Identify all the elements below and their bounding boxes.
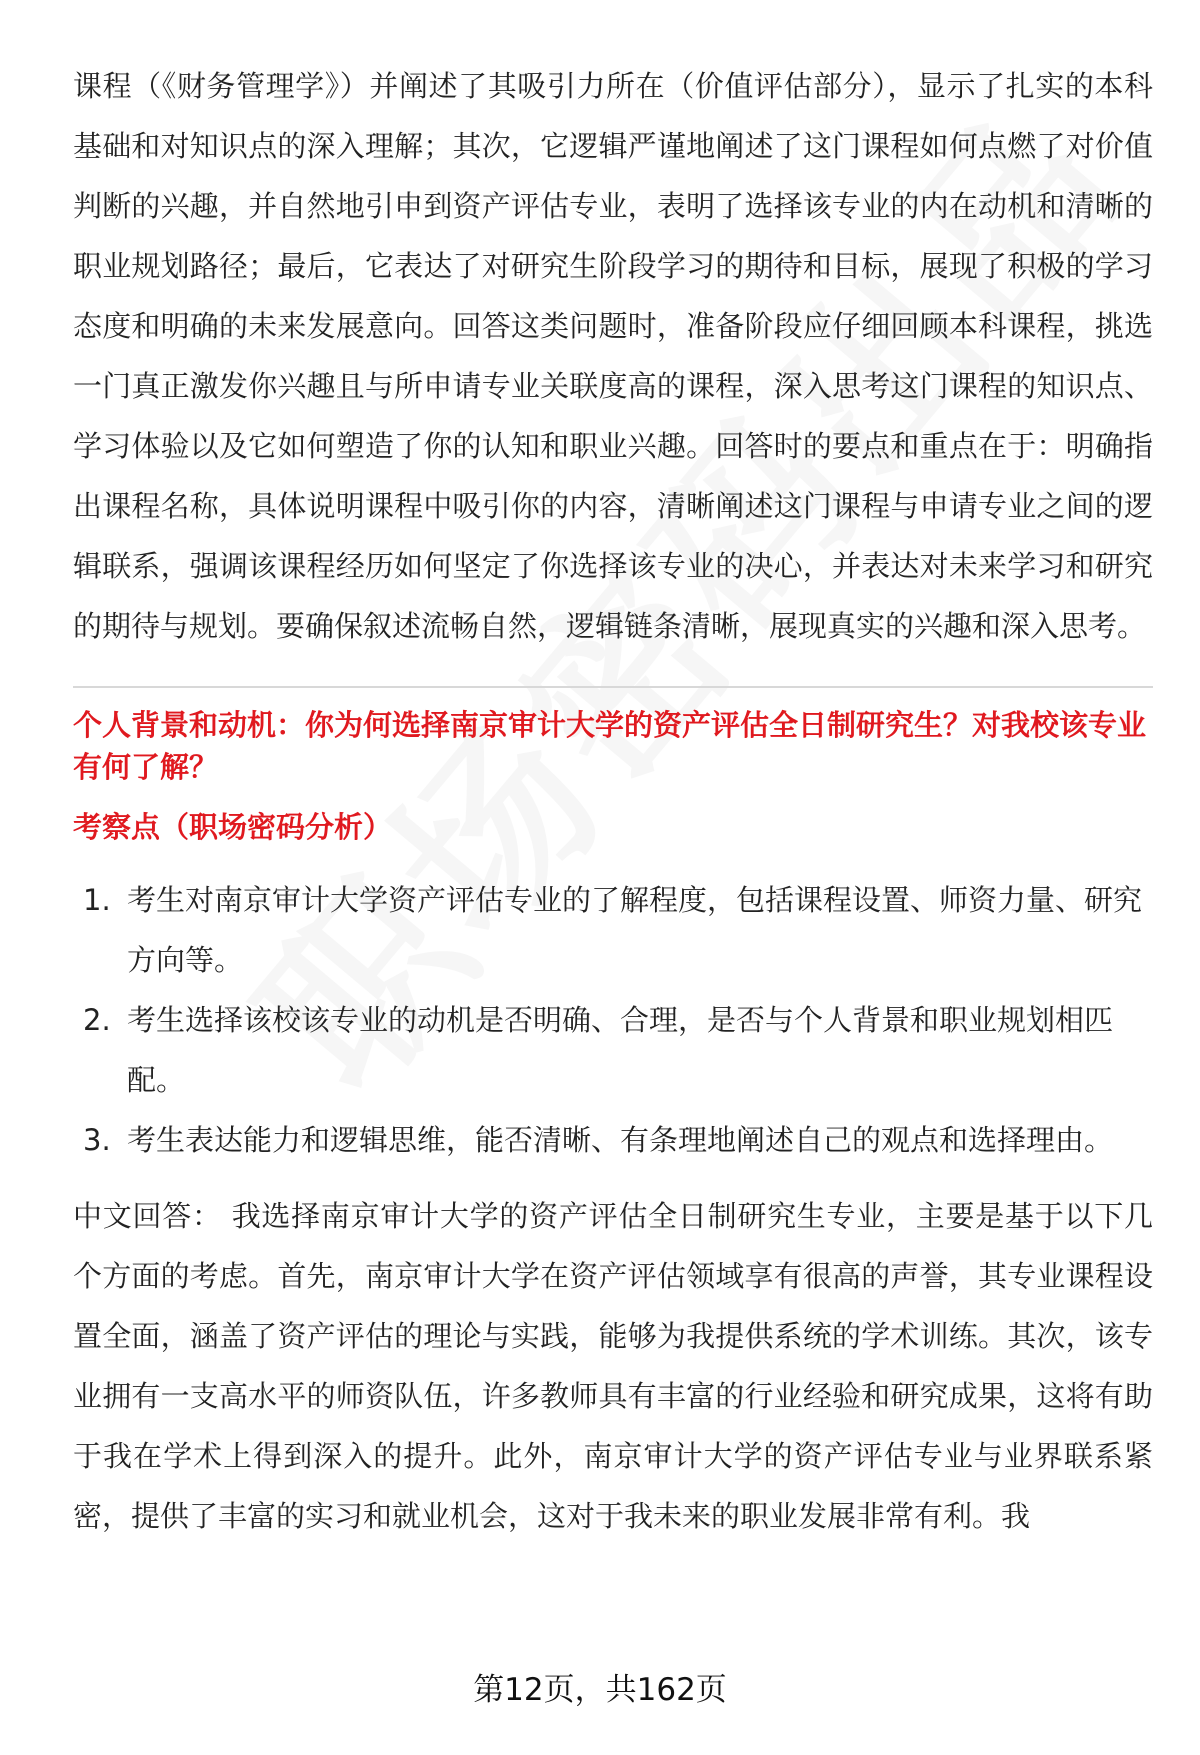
list-item [73,1110,1153,1170]
page-content [73,56,1153,1546]
list-item-text: 考生对南京审计大学资产评估专业的了解程度，包括课程设置、师资力量、研究方向等。 [127,883,1143,977]
list-item-number: 3. [83,1123,111,1157]
focus-heading: 考察点（职场密码分析） [73,810,393,844]
focus-points-list [73,870,1153,1170]
list-item-text: 考生表达能力和逻辑思维，能否清晰、有条理地阐述自己的观点和选择理由。 [127,1123,1114,1157]
answer-paragraph [73,1186,1153,1546]
list-item-text: 考生选择该校该专业的动机是否明确、合理，是否与个人背景和职业规划相匹配。 [127,1003,1114,1097]
list-item-number: 1. [83,883,111,917]
intro-paragraph: 课程（《财务管理学》）并阐述了其吸引力所在（价值评估部分），显示了扎实的本科基础和对知识点的深入理解；其次，它逻辑严谨地阐述了这门课程如何点燃了对价值判断的兴趣，并自然地引申到资产评估专业，表明了选择该专业的内在动机和清晰的职业规划路径；最后，它表达了对研究生阶段学习的期待和目标，展现了积极的学习态度和明确的未来发展意向。回答这类问题时，准备阶段应仔细回顾本科课程，挑选一门真正激发你兴趣且与所申请专业关联度高的课程，深入思考这门课程的知识点、学习体验以及它如何塑造了你的认知和职业兴趣。回答时的要点和重点在于：明确指出课程名称，具体说明课程中吸引你的内容，清晰阐述这门课程与申请专业之间的逻辑联系，强调该课程经历如何坚定了你选择该专业的决心，并表达对未来学习和研究的期待与规划。要确保叙述流畅自然，逻辑链条清晰，展现真实的兴趣和深入思考。 [73,69,1153,643]
answer-text: 我选择南京审计大学的资产评估全日制研究生专业，主要是基于以下几个方面的考虑。首先，南京审计大学在资产评估领域享有很高的声誉，其专业课程设置全面，涵盖了资产评估的理论与实践，能够为我提供系统的学术训练。其次，该专业拥有一支高水平的师资队伍，许多教师具有丰富的行业经验和研究成果，这将有助于我在学术上得到深入的提升。此外，南京审计大学的资产评估专业与业界联系紧密，提供了丰富的实习和就业机会，这对于我未来的职业发展非常有利。我 [73,1199,1153,1533]
page-number: 第12页，共162页 [473,1672,727,1708]
list-item-number: 2. [83,1003,111,1037]
list-item [73,870,1153,990]
question-heading: 个人背景和动机：你为何选择南京审计大学的资产评估全日制研究生？对我校该专业有何了解？ [73,708,1147,784]
answer-label: 中文回答： [73,1199,222,1233]
section-divider [73,686,1153,688]
list-item [73,990,1153,1110]
